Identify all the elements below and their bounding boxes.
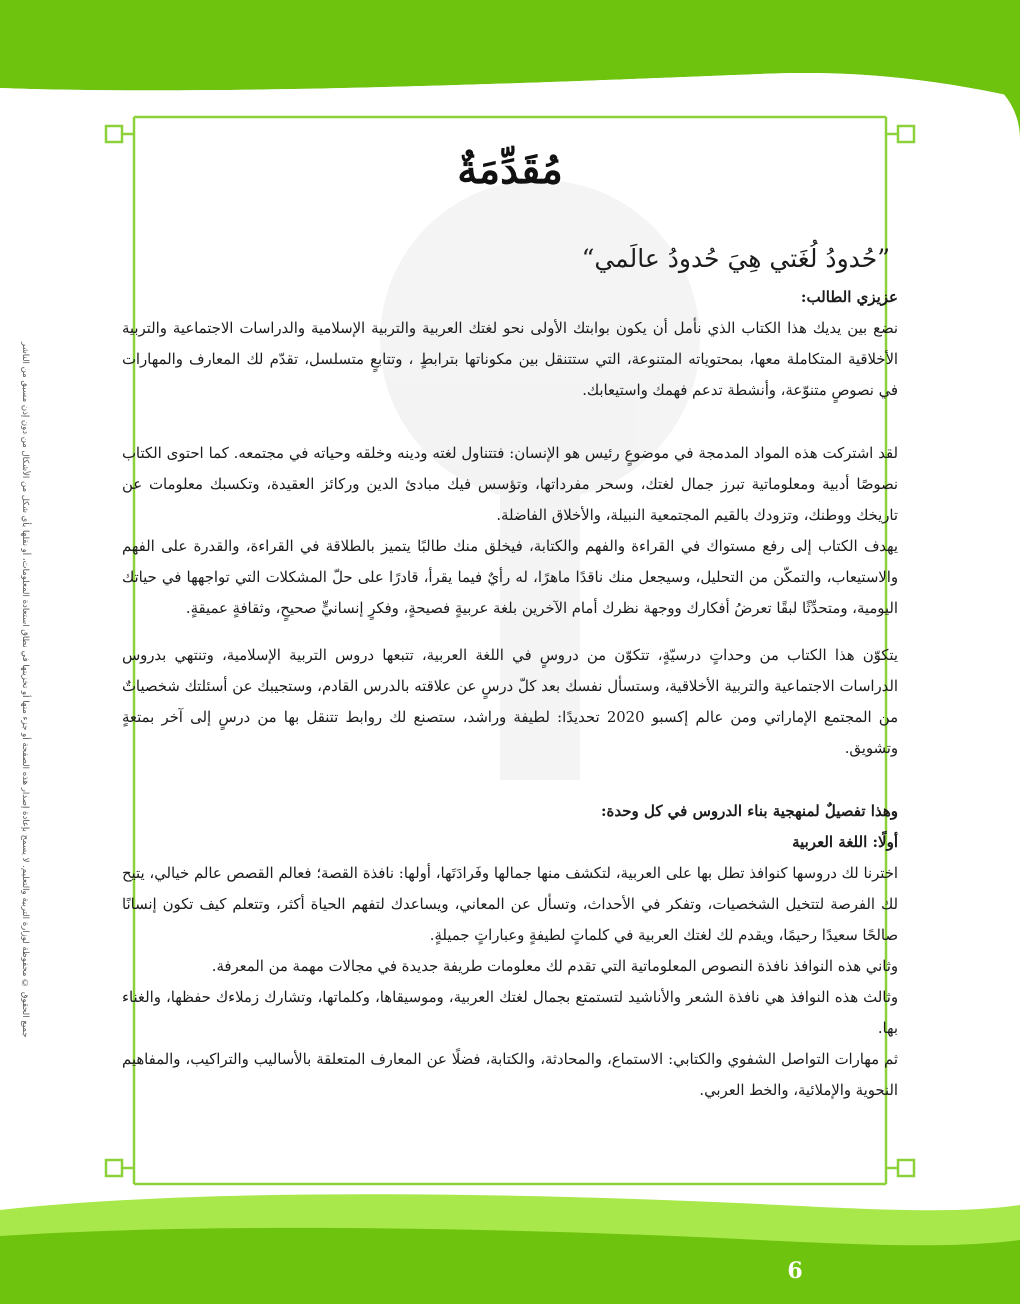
paragraph-1: نضع بين يديك هذا الكتاب الذي نأمل أن يكون بوابتك الأولى نحو لغتك العربية والتربية الإسلامية والدراسات الاجتماعية والتربية الأخلاقية المتكاملة معها، بمحتوياته المتنوعة، التي ستتنقل بين مكوناتها بترابطٍ ، وتتابعٍ متسلسل، تقدّم لك المعارف والمهارات في نصوصٍ متنوّعة، وأنشطة تدعم فهمك واستيعابك. (122, 320, 898, 399)
quote: ”حُدودُ لُغَتي هِيَ حُدودُ عالَمي“ (581, 244, 890, 273)
paragraph-2: لقد اشتركت هذه المواد المدمجة في موضوعٍ رئيس هو الإنسان: فتتناول لغته ودينه وخلقه وحياته في مجتمعه. كما احتوى الكتاب نصوصًا أدبية ومعلوماتية تبرز جمال لغتك، وسحر مفرداتها، وتؤسس فيك مبادئ الدين وركائز العقيدة، وتكسبك معلومات عن تاريخك ووطنك، وتزودك بالقيم المجتمعية النبيلة، والأخلاق الفاضلة. (122, 445, 898, 524)
greeting: عزيزي الطالب: (800, 288, 898, 306)
paragraph-3: يهدف الكتاب إلى رفع مستواك في القراءة والفهم والكتابة، فيخلق منك طالبًا يتميز بالطلاقة في القراءة، والقدرة على الفهم والاستيعاب، والتمكّن من التحليل، وسيجعل منك ناقدًا ماهرًا، له رأيٌ فيما يقرأ، قادرًا على حلّ المشكلات التي تواجهها في حياتك اليومية، ومتحدِّثًا لبقًا تعرضُ أفكارك ووجهة نظرك أمام الآخرين بلغة عربيةٍ فصيحةٍ، وفكرٍ إنسانيٍّ صحيحٍ، وثقافةٍ عميقةٍ. (122, 538, 898, 617)
paragraph-8: ثم مهارات التواصل الشفوي والكتابي: الاستماع، والمحادثة، والكتابة، فضلًا عن المعارف المتعلقة بالأساليب والتراكيب، والمفاهيم النحوية والإملائية، والخط العربي. (122, 1051, 898, 1099)
paragraph-4: يتكوّن هذا الكتاب من وحداتٍ درسيّةٍ، تتكوّن من دروسٍ في اللغة العربية، تتبعها دروس التربية الإسلامية، وتنتهي بدروس الدراسات الاجتماعية والتربية الأخلاقية، وستسأل نفسك بعد كلّ درسٍ عن علاقته بالدرس القادم، وستجيبك عن أسئلتك شخصياتٌ من المجتمع الإماراتي ومن عالم إكسبو 2020 تحديدًا: لطيفة وراشد، ستصنع لك روابط تتنقل بها من درسٍ إلى آخر بمتعةٍ وتشويق. (122, 647, 898, 757)
paragraph-6: وثاني هذه النوافذ نافذة النصوص المعلوماتية التي تقدم لك معلومات طريفة جديدة في مجالات مهمة من المعرفة. (211, 958, 898, 975)
page-title: مُقَدِّمَةٌ (457, 146, 563, 193)
methodology-subheading: وهذا تفصيلٌ لمنهجية بناء الدروس في كل وحدة: (600, 802, 898, 820)
page-number: 6 (787, 1258, 803, 1284)
copyright-side-note: جميع الحقوق © محفوظة لوزارة التربية والتعليم. لا يسمح بإعادة إصدار هذه الصفحة أو جزء منها أو تخزينها في نطاق استعادة المعلومات، أو نقلها بأي شكل من الأشكال من دون إذن مسبق من الناشر (20, 342, 30, 1038)
section-arabic-heading: أولًا: اللغة العربية (792, 833, 898, 851)
paragraph-5: اخترنا لك دروسها كنوافذ تطل بها على العربية، لتكشف منها جمالها وفَرادَتَها، أولها: نافذة القصة؛ فعالم القصص عالم خيالي، يتيح لك الفرصة لتتخيل الشخصيات، وتفكر في الأحداث، وتسأل عن المعاني، ويساعدك لتفهم الحياة أكثر، وتتعلم كيف تكون إنسانًا صالحًا سعيدًا رحيمًا، ويقدم لك لغتك العربية في كلماتٍ لطيفةٍ وعباراتٍ جميلةٍ. (122, 865, 898, 944)
paragraph-7: وثالث هذه النوافذ هي نافذة الشعر والأناشيد لتستمتع بجمال لغتك العربية، وموسيقاها، وكلماتها، وتشارك زملاءك حفظها، والغناء بها. (122, 989, 898, 1037)
introduction-content (122, 130, 898, 1180)
